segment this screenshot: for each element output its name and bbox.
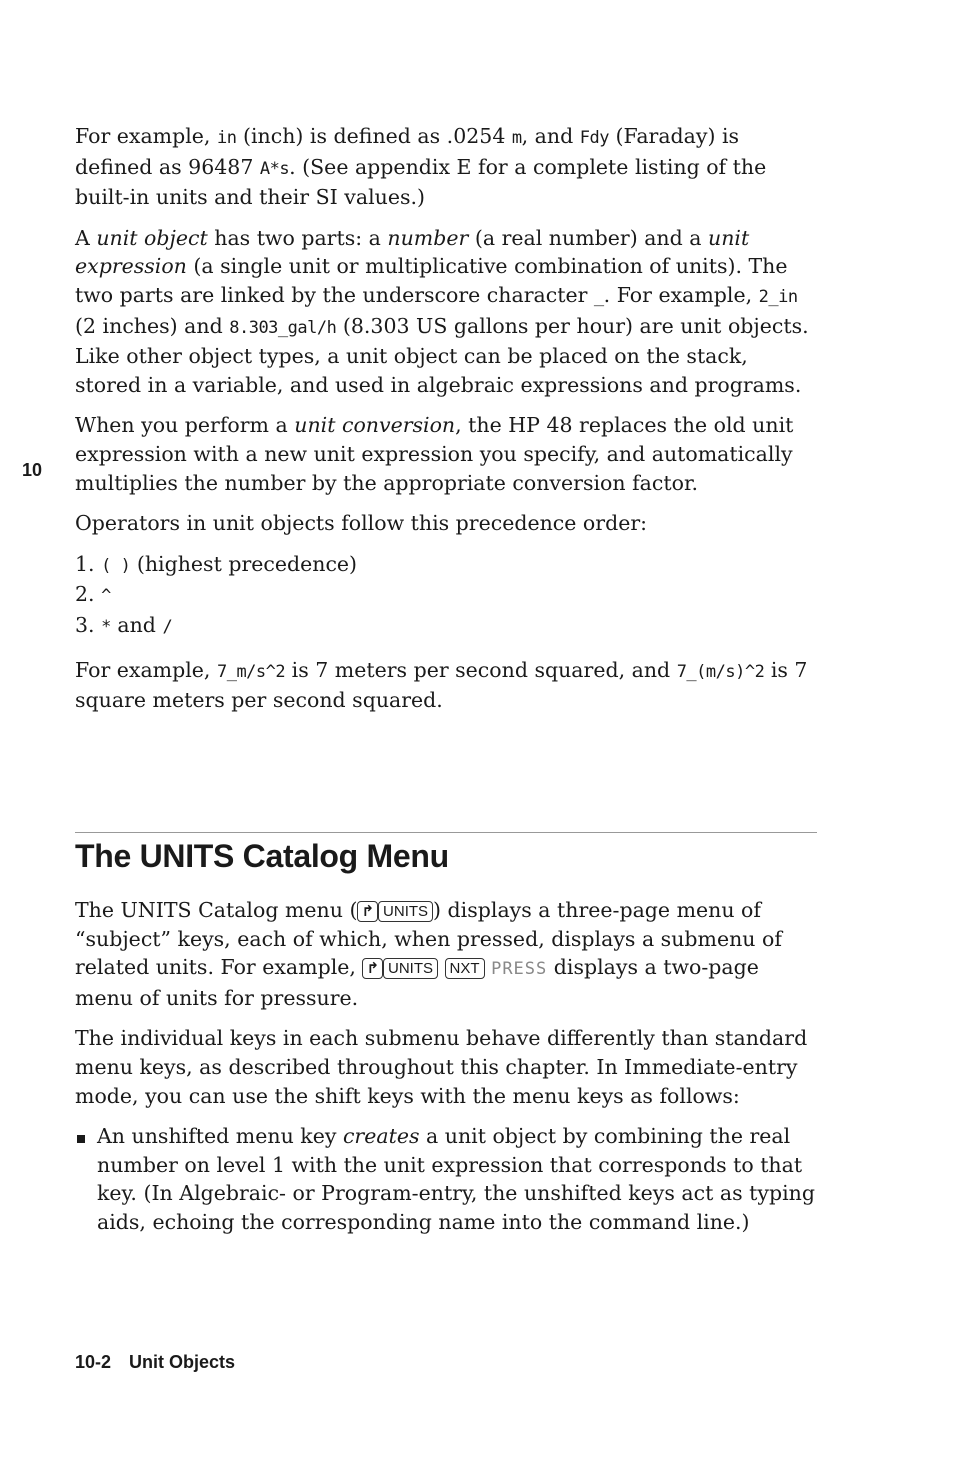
chapter-title: Unit Objects xyxy=(129,1352,236,1372)
units-key: UNITS xyxy=(383,958,438,979)
chapter-tab: 10 xyxy=(22,460,43,480)
list-item: 2. ^ xyxy=(75,582,111,607)
press-menu-key: PRESS xyxy=(491,959,548,980)
paragraph-units-catalog: The UNITS Catalog menu ( ↱ UNITS ) displays a three-page menu of “subject” keys, each of which, when pressed, displays a submenu of related units. For example, ↱ UNITS NXT PRESS displays a two-page menu of units for pressure. xyxy=(75,898,782,1010)
section-divider xyxy=(75,832,817,833)
precedence-list xyxy=(75,550,815,642)
page-footer xyxy=(75,1352,235,1373)
list-item: An unshifted menu key creates a unit object by combining the real number on level 1 with the unit expression that corresponds to that key. (In Algebraic- or Program-entry, the unshifted keys act as typing aids, echoing the corresponding name into the command line.) xyxy=(75,1122,815,1236)
right-shift-key: ↱ xyxy=(362,958,383,979)
list-item: 1. ( ) (highest precedence) xyxy=(75,551,358,576)
section-body xyxy=(75,896,815,1237)
body-text xyxy=(75,122,815,727)
shift-key-list xyxy=(75,1122,815,1236)
list-item: 3. * and / xyxy=(75,612,173,637)
page-number: 10-2 xyxy=(75,1352,112,1372)
nxt-key: NXT xyxy=(445,958,485,979)
paragraph-submenu-keys: The individual keys in each submenu behave differently than standard menu keys, as described throughout this chapter. In Immediate-entry mode, you can use the shift keys with the menu keys as follows: xyxy=(75,1026,808,1108)
paragraph-precedence-example: For example, 7_m/s^2 is 7 meters per second squared, and 7_(m/s)^2 is 7 square meters per second squared. xyxy=(75,657,808,713)
paragraph-defined-units: For example, in (inch) is defined as .0254 m, and Fdy (Faraday) is defined as 96487 A*s. (See appendix E for a complete listing of the built-in units and their SI values.) xyxy=(75,124,767,210)
right-shift-key: ↱ xyxy=(357,901,378,922)
paragraph-unit-conversion: When you perform a unit conversion, the HP 48 replaces the old unit expression with a new unit expression you specify, and automatically multiplies the number by the appropriate conversion factor. xyxy=(75,413,794,495)
units-key: UNITS xyxy=(378,901,433,922)
paragraph-unit-object: A unit object has two parts: a number (a real number) and a unit expression (a single unit or multiplicative combination of units). The two parts are linked by the underscore character _. For example, 2_in (2 inches) and 8.303_gal/h (8.303 US gallons per hour) are unit objects. Like other object types, a unit object can be placed on the stack, stored in a variable, and used in algebraic expressions and programs. xyxy=(75,225,809,397)
section-title: The UNITS Catalog Menu xyxy=(75,838,449,874)
paragraph-precedence-intro: Operators in unit objects follow this precedence order: xyxy=(75,511,648,536)
